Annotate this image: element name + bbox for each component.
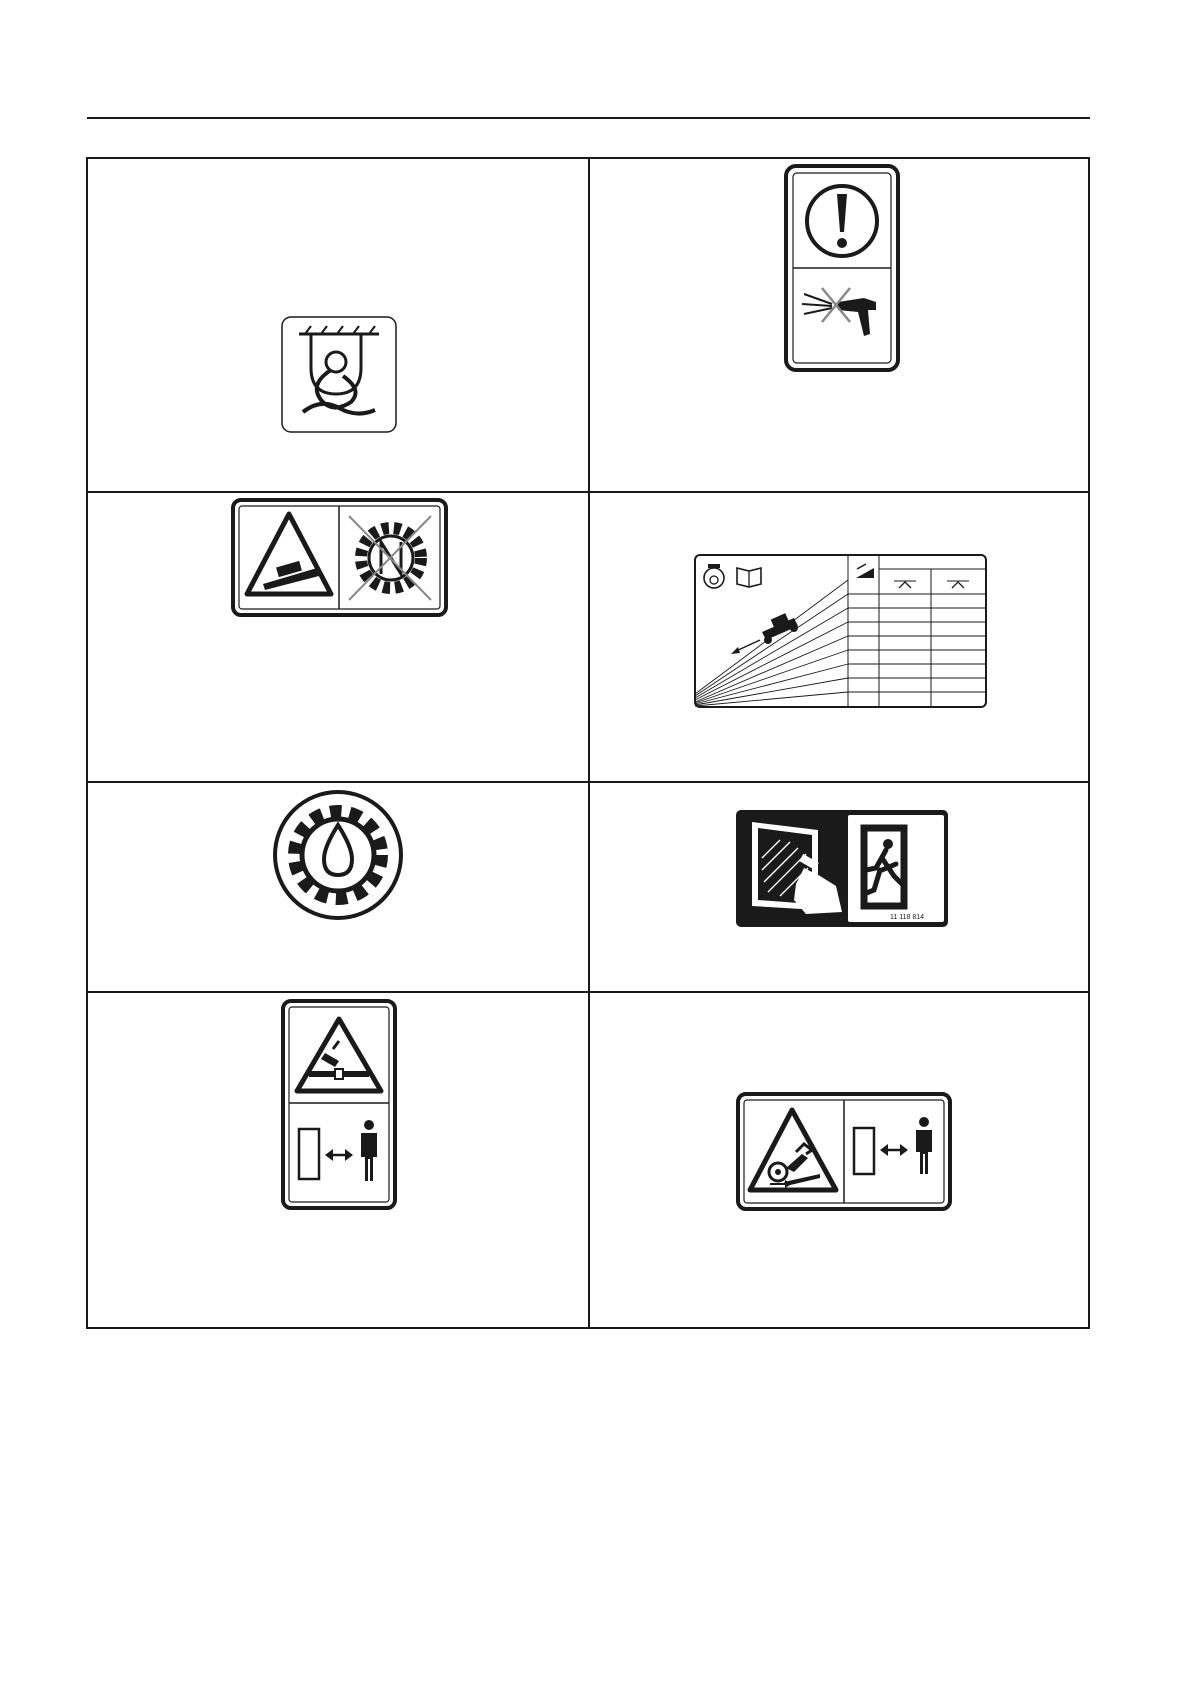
decal-cell (88, 159, 588, 491)
decal-table (86, 157, 1090, 1329)
crush-hazard-keep-distance-icon (281, 999, 397, 1210)
gear-oil-icon (272, 789, 404, 921)
lifting-hook-icon (281, 316, 397, 433)
slope-no-neutral-warning-icon (231, 498, 448, 617)
decal-cell (88, 493, 588, 781)
emergency-exit-icon (736, 810, 948, 927)
header-rule (87, 117, 1090, 119)
decal-cell (590, 493, 1092, 781)
decal-cell (590, 993, 1092, 1329)
decal-cell (88, 783, 588, 991)
no-high-pressure-wash-icon (784, 164, 900, 372)
slope-gradient-table-icon (694, 554, 987, 708)
decal-cell (88, 993, 588, 1329)
cab-exit-code: 11 118 814 (890, 914, 924, 921)
decal-cell (590, 783, 1092, 991)
decal-cell (590, 159, 1092, 491)
entanglement-hazard-keep-distance-icon (736, 1092, 952, 1211)
